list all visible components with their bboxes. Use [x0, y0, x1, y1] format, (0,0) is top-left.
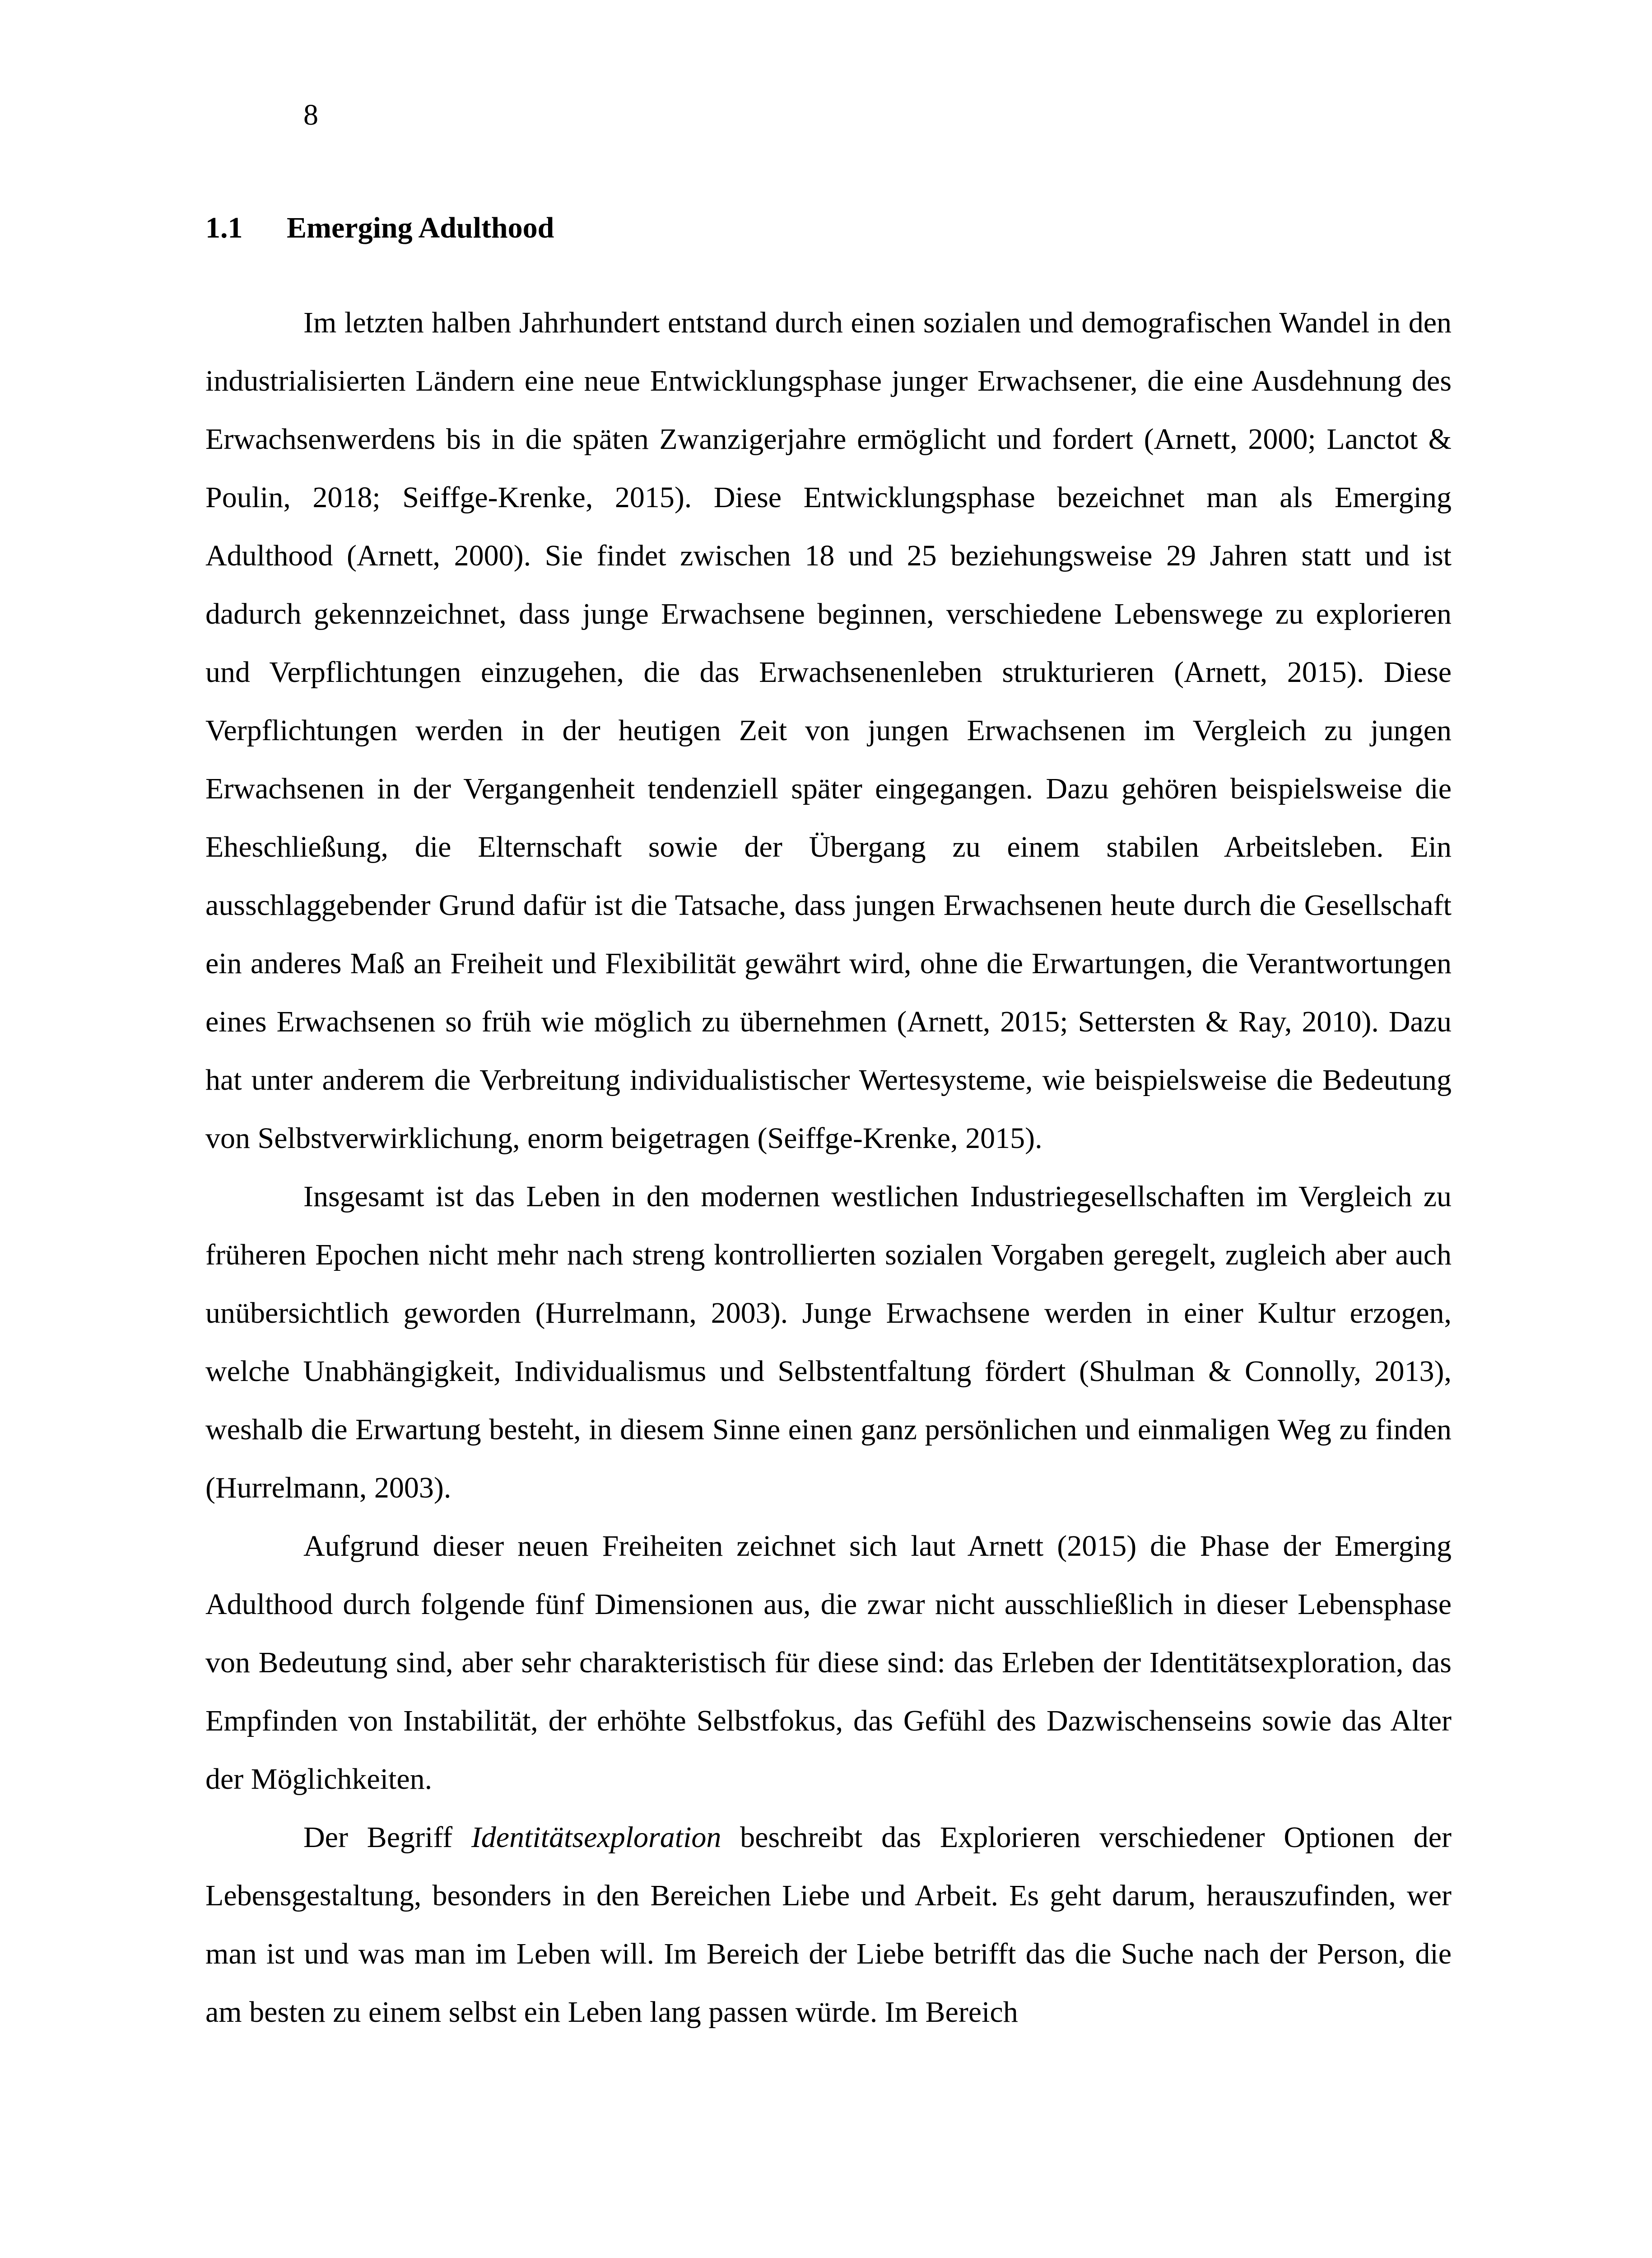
section-title: Emerging Adulthood [287, 211, 554, 244]
section-heading [205, 205, 554, 251]
body-text [205, 294, 1452, 2041]
paragraph: Insgesamt ist das Leben in den modernen westlichen Industriegesellschaften im Vergleich zu früheren Epochen nicht mehr nach streng kontrollierten sozialen Vorgaben geregelt, zugleich aber auch unübersichtlich geworden (Hurrelmann, 2003). Junge Erwachsene werden in einer Kultur erzogen, welche Unabhängigkeit, Individualismus und Selbstentfaltung fördert (Shulman & Connolly, 2013), weshalb die Erwartung besteht, in diesem Sinne einen ganz persönlichen und einmaligen Weg zu finden (Hurrelmann, 2003). [205, 1180, 1452, 1504]
emphasized-term: Identitätsexploration [471, 1821, 721, 1854]
paragraph: Im letzten halben Jahrhundert entstand durch einen sozialen und demografischen Wandel in den industrialisierten Ländern eine neue Entwicklungsphase junger Erwachsener, die eine Ausdehnung des Erwachsenwerdens bis in die späten Zwanzigerjahre ermöglicht und fordert (Arnett, 2000; Lanctot & Poulin, 2018; Seiffge-Krenke, 2015). Diese Entwicklungsphase bezeichnet man als Emerging Adulthood (Arnett, 2000). Sie findet zwischen 18 und 25 beziehungsweise 29 Jahren statt und ist dadurch gekennzeichnet, dass junge Erwachsene beginnen, verschiedene Lebenswege zu explorieren und Verpflichtungen einzugehen, die das Erwachsenenleben strukturieren (Arnett, 2015). Diese Verpflichtungen werden in der heutigen Zeit von jungen Erwachsenen im Vergleich zu jungen Erwachsenen in der Vergangenheit tendenziell später eingegangen. Dazu gehören beispielsweise die Eheschließung, die Elternschaft sowie der Übergang zu einem stabilen Arbeitsleben. Ein ausschlaggebender Grund dafür ist die Tatsache, dass jungen Erwachsenen heute durch die Gesellschaft ein anderes Maß an Freiheit und Flexibilität gewährt wird, ohne die Erwartungen, die Verantwortungen eines Erwachsenen so früh wie möglich zu übernehmen (Arnett, 2015; Settersten & Ray, 2010). Dazu hat unter anderem die Verbreitung individualistischer Wertesysteme, wie beispielsweise die Bedeutung von Selbstverwirklichung, enorm beigetragen (Seiffge-Krenke, 2015). [205, 306, 1452, 1155]
page-number: 8 [303, 98, 318, 131]
section-number: 1.1 [205, 211, 243, 244]
paragraph [205, 1808, 1452, 2041]
paragraph-rest: beschreibt das Explorieren verschiedener Optionen der Lebensgestaltung, besonders in den Bereichen Liebe und Arbeit. Es geht darum, herauszufinden, wer man ist und was man im Leben will. Im Bereich der Liebe betrifft das die Suche nach der Person, die am besten zu einem selbst ein Leben lang passen würde. Im Bereich [205, 1821, 1452, 2029]
paragraph: Aufgrund dieser neuen Freiheiten zeichnet sich laut Arnett (2015) die Phase der Emerging Adulthood durch folgende fünf Dimensionen aus, die zwar nicht ausschließlich in dieser Lebensphase von Bedeutung sind, aber sehr charakteristisch für diese sind: das Erleben der Identitätsexploration, das Empfinden von Instabilität, der erhöhte Selbstfokus, das Gefühl des Dazwischenseins sowie das Alter der Möglichkeiten. [205, 1530, 1452, 1796]
paragraph-lead: Der Begriff [303, 1821, 471, 1854]
